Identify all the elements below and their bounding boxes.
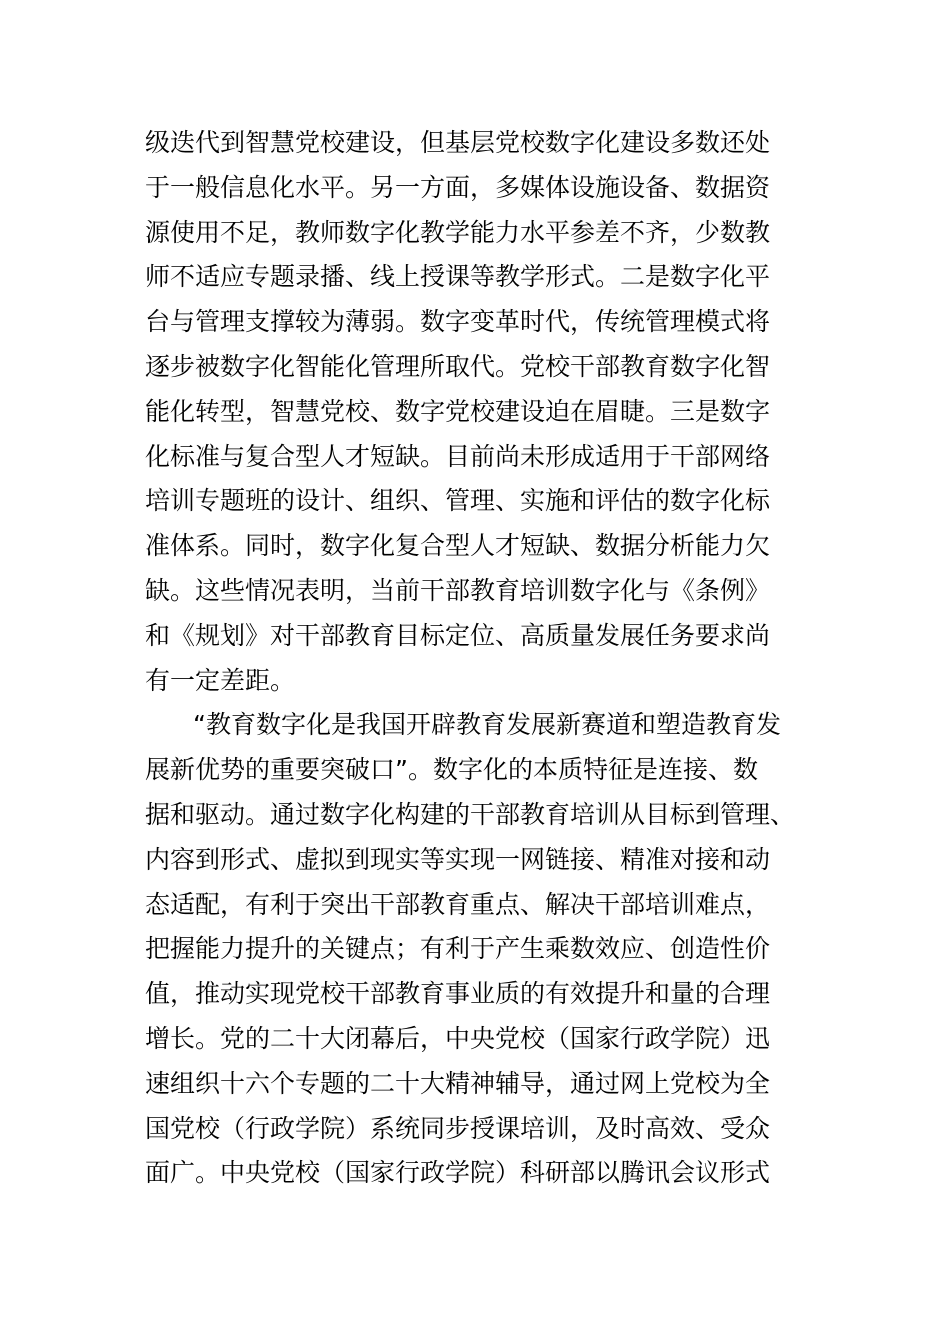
text-line: 展新优势的重要突破口”。数字化的本质特征是连接、数 <box>145 755 758 785</box>
body-text <box>145 121 810 1196</box>
text-line: 态适配，有利于突出干部教育重点、解决干部培训难点， <box>145 889 771 919</box>
text-line: 有一定差距。 <box>145 665 296 695</box>
text-line: 面广。中央党校（国家行政学院）科研部以腾讯会议形式 <box>145 1158 771 1188</box>
text-line: 师不适应专题录播、线上授课等教学形式。二是数字化平 <box>145 262 771 292</box>
text-line: 化标准与复合型人才短缺。目前尚未形成适用于干部网络 <box>145 441 771 471</box>
text-line: 缺。这些情况表明，当前干部教育培训数字化与《条例》 <box>145 575 771 605</box>
text-line: 速组织十六个专题的二十大精神辅导，通过网上党校为全 <box>145 1068 771 1098</box>
text-line: 据和驱动。通过数字化构建的干部教育培训从目标到管理、 <box>145 799 796 829</box>
text-line: 逐步被数字化智能化管理所取代。党校干部教育数字化智 <box>145 351 771 381</box>
paragraph-1 <box>145 121 810 703</box>
text-line: 台与管理支撑较为薄弱。数字变革时代，传统管理模式将 <box>145 307 771 337</box>
text-line: 内容到形式、虚拟到现实等实现一网链接、精准对接和动 <box>145 844 771 874</box>
text-line: 于一般信息化水平。另一方面，多媒体设施设备、数据资 <box>145 172 771 202</box>
paragraph-2 <box>145 703 810 1196</box>
text-line: 源使用不足，教师数字化教学能力水平参差不齐，少数教 <box>145 217 771 247</box>
text-line: “教育数字化是我国开辟教育发展新赛道和塑造教育发 <box>193 710 781 740</box>
text-line: 准体系。同时，数字化复合型人才短缺、数据分析能力欠 <box>145 531 771 561</box>
text-line: 把握能力提升的关键点；有利于产生乘数效应、创造性价 <box>145 934 771 964</box>
text-line: 培训专题班的设计、组织、管理、实施和评估的数字化标 <box>145 486 771 516</box>
text-line: 能化转型，智慧党校、数字党校建设迫在眉睫。三是数字 <box>145 396 771 426</box>
text-line: 值，推动实现党校干部教育事业质的有效提升和量的合理 <box>145 979 771 1009</box>
text-line: 和《规划》对干部教育目标定位、高质量发展任务要求尚 <box>145 620 771 650</box>
text-line: 国党校（行政学院）系统同步授课培训，及时高效、受众 <box>145 1113 771 1143</box>
text-line: 级迭代到智慧党校建设，但基层党校数字化建设多数还处 <box>145 128 771 157</box>
text-line: 增长。党的二十大闭幕后，中央党校（国家行政学院）迅 <box>145 1023 771 1053</box>
